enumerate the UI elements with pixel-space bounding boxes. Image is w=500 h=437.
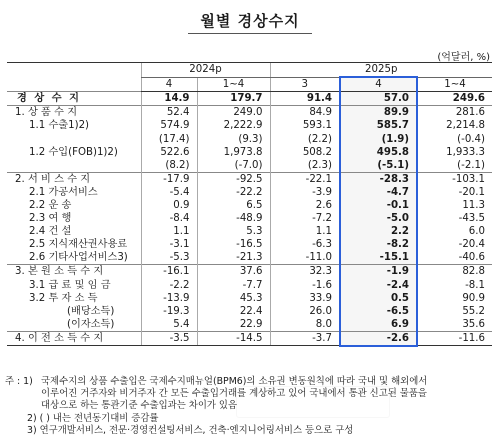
cell-value: -11.0 xyxy=(270,251,340,265)
cell-value: -8.1 xyxy=(417,279,492,292)
header-blank xyxy=(7,63,141,92)
cell-value: 8.0 xyxy=(270,318,340,332)
cell-value: 1.1 xyxy=(270,225,340,238)
cell-value: 90.9 xyxy=(417,292,492,305)
row-label: 4. 이 전 소 득 수 지 xyxy=(7,331,141,346)
table-row xyxy=(7,172,492,186)
row-label: 2.2 운 송 xyxy=(29,199,72,211)
cell-value: 82.8 xyxy=(417,265,492,279)
footnote-2-text: 2) ( ) 내는 전년동기대비 증감률 xyxy=(27,412,159,424)
table-row xyxy=(7,225,492,238)
cell-value: 1,973.8 xyxy=(197,146,270,159)
header-month: 3 xyxy=(270,77,340,92)
cell-value: -2.2 xyxy=(141,279,197,292)
cell-value: -11.6 xyxy=(417,331,492,346)
table-row xyxy=(7,238,492,251)
cell-value: (17.4) xyxy=(141,132,197,145)
cell-value: 508.2 xyxy=(270,146,340,159)
cell-value: -20.4 xyxy=(417,238,492,251)
header-year-row xyxy=(7,63,492,78)
cell-value: -3.5 xyxy=(141,331,197,346)
cell-value: 249.0 xyxy=(197,106,270,120)
cell-highlighted: 89.9 xyxy=(340,106,417,120)
cell-value: 249.6 xyxy=(417,92,492,106)
footnote-1-text: 국제수지의 상품 수출입은 국제수지매뉴얼(BPM6)의 소유권 변동원칙에 따라 국내 및 해외에서 xyxy=(41,376,428,387)
table-row xyxy=(7,251,492,265)
cell-value: 55.2 xyxy=(417,305,492,318)
table-body xyxy=(7,92,492,346)
cell-highlighted: 495.8 xyxy=(340,146,417,159)
cell-value: -13.9 xyxy=(141,292,197,305)
table-row xyxy=(7,106,492,120)
cell-value: -21.3 xyxy=(197,251,270,265)
row-label xyxy=(7,132,141,145)
cell-value: -14.5 xyxy=(197,331,270,346)
row-label: 1.2 수입(FOB)1)2) xyxy=(29,146,118,158)
cell-value: -40.6 xyxy=(417,251,492,265)
cell-highlighted: -8.2 xyxy=(340,238,417,251)
cell-highlighted: 57.0 xyxy=(340,92,417,106)
table-row xyxy=(7,331,492,346)
cell-highlighted: -2.4 xyxy=(340,279,417,292)
header-month: 1~4 xyxy=(197,77,270,92)
cell-value: -16.1 xyxy=(141,265,197,279)
cell-highlighted: 2.2 xyxy=(340,225,417,238)
table-row xyxy=(7,292,492,305)
cell-value: -17.9 xyxy=(141,172,197,186)
cell-value: (-2.1) xyxy=(417,159,492,173)
cell-value: 14.9 xyxy=(141,92,197,106)
cell-value: 2,222.9 xyxy=(197,119,270,132)
cell-value: 45.3 xyxy=(197,292,270,305)
cell-value: 11.3 xyxy=(417,199,492,212)
row-label: 1.1 수출1)2) xyxy=(29,120,90,132)
row-label: 3. 본 원 소 득 수 지 xyxy=(7,265,141,279)
cell-highlighted: -5.0 xyxy=(340,212,417,225)
row-label: (이자소득) xyxy=(67,318,115,330)
cell-value: 35.6 xyxy=(417,318,492,332)
cell-value: -92.5 xyxy=(197,172,270,186)
cell-value: 0.9 xyxy=(141,199,197,212)
cell-value: (9.3) xyxy=(197,132,270,145)
cell-value: -7.7 xyxy=(197,279,270,292)
table-row xyxy=(7,146,492,159)
cell-value: -1.6 xyxy=(270,279,340,292)
cell-value: -16.5 xyxy=(197,238,270,251)
cell-value: -8.4 xyxy=(141,212,197,225)
cell-value: 6.5 xyxy=(197,199,270,212)
cell-highlighted: 6.9 xyxy=(340,318,417,332)
row-label: 2.5 지식재산권사용료 xyxy=(29,239,128,251)
cell-value: (2.3) xyxy=(270,159,340,173)
cell-value: -5.3 xyxy=(141,251,197,265)
header-month: 1~4 xyxy=(417,77,492,92)
cell-highlighted: (1.9) xyxy=(340,132,417,145)
cell-value: (2.2) xyxy=(270,132,340,145)
cell-value: 22.9 xyxy=(197,318,270,332)
cell-value: -6.3 xyxy=(270,238,340,251)
footnote-1-mark: 주 : 1) xyxy=(5,376,33,387)
header-year-2024: 2024p xyxy=(141,63,270,78)
cell-value: -48.9 xyxy=(197,212,270,225)
table-row xyxy=(7,119,492,132)
cell-value: 1.1 xyxy=(141,225,197,238)
table-row xyxy=(7,159,492,173)
cell-value: (-7.0) xyxy=(197,159,270,173)
cell-value: 33.9 xyxy=(270,292,340,305)
cell-value: -22.2 xyxy=(197,186,270,199)
cell-value: -5.4 xyxy=(141,186,197,199)
cell-highlighted: -4.7 xyxy=(340,186,417,199)
row-label: 3.1 급 료 및 임 금 xyxy=(29,279,111,291)
cell-value: 574.9 xyxy=(141,119,197,132)
row-label: 경 상 수 지 xyxy=(7,92,141,106)
table-row xyxy=(7,92,492,106)
cell-value: 5.3 xyxy=(197,225,270,238)
cell-value: -3.1 xyxy=(141,238,197,251)
footnote-3-text: 3) 연구개발서비스, 전문·경영컨설팅서비스, 건축·엔지니어링서비스 등으로 구성 xyxy=(27,424,354,436)
footnote-1-text-3: 대상으로 하는 통관기준 수출입과는 차이가 있음 xyxy=(41,400,238,412)
cell-value: 52.4 xyxy=(141,106,197,120)
table-row xyxy=(7,199,492,212)
row-label: (배당소득) xyxy=(67,305,115,317)
cell-value: 593.1 xyxy=(270,119,340,132)
cell-value: 26.0 xyxy=(270,305,340,318)
table-row xyxy=(7,318,492,332)
table-row xyxy=(7,279,492,292)
table-row xyxy=(7,265,492,279)
cell-highlighted: -28.3 xyxy=(340,172,417,186)
cell-value: (8.2) xyxy=(141,159,197,173)
cell-value: 1,933.3 xyxy=(417,146,492,159)
cell-highlighted: 585.7 xyxy=(340,119,417,132)
row-label: 3.2 투 자 소 득 xyxy=(29,292,98,304)
cell-value: 5.4 xyxy=(141,318,197,332)
unit-label: (억달러, %) xyxy=(437,52,490,63)
cell-value: -43.5 xyxy=(417,212,492,225)
cell-value: -22.1 xyxy=(270,172,340,186)
cell-value: -19.3 xyxy=(141,305,197,318)
cell-value: 91.4 xyxy=(270,92,340,106)
cell-value: 22.4 xyxy=(197,305,270,318)
cell-highlighted: 0.5 xyxy=(340,292,417,305)
cell-value: -3.7 xyxy=(270,331,340,346)
footnote-1-text-2: 이루어진 거주자와 비거주자 간 모든 수출입거래를 계상하고 있어 국내에서 통관 신고된 물품을 xyxy=(41,388,427,400)
cell-highlighted: -2.6 xyxy=(340,331,417,346)
table-row xyxy=(7,132,492,145)
header-month: 4 xyxy=(141,77,197,92)
table-row xyxy=(7,186,492,199)
faint-stamp-mark xyxy=(236,386,390,418)
title-underline xyxy=(188,33,312,34)
row-label xyxy=(7,159,141,173)
cell-highlighted: -1.9 xyxy=(340,265,417,279)
cell-value: -3.9 xyxy=(270,186,340,199)
cell-value: -103.1 xyxy=(417,172,492,186)
cell-value: 2,214.8 xyxy=(417,119,492,132)
current-account-table xyxy=(7,62,492,347)
row-label: 2.3 여 행 xyxy=(29,213,72,225)
header-month-highlighted: 4 xyxy=(340,77,417,92)
footnote-3 xyxy=(5,425,493,437)
cell-value: 2.6 xyxy=(270,199,340,212)
row-label: 1. 상 품 수 지 xyxy=(7,106,141,120)
cell-value: (-0.4) xyxy=(417,132,492,145)
cell-value: 6.0 xyxy=(417,225,492,238)
cell-value: -7.2 xyxy=(270,212,340,225)
cell-highlighted: (-5.1) xyxy=(340,159,417,173)
row-label: 2.6 기타사업서비스3) xyxy=(29,252,128,264)
cell-value: 179.7 xyxy=(197,92,270,106)
row-label: 2.1 가공서비스 xyxy=(29,186,98,198)
page-title: 월별 경상수지 xyxy=(200,12,300,30)
cell-highlighted: -15.1 xyxy=(340,251,417,265)
cell-highlighted: -6.5 xyxy=(340,305,417,318)
cell-value: 84.9 xyxy=(270,106,340,120)
row-label: 2. 서 비 스 수 지 xyxy=(7,172,141,186)
cell-value: -20.1 xyxy=(417,186,492,199)
cell-value: 37.6 xyxy=(197,265,270,279)
header-year-2025: 2025p xyxy=(270,63,492,78)
cell-value: 32.3 xyxy=(270,265,340,279)
cell-value: 522.6 xyxy=(141,146,197,159)
row-label: 2.4 건 설 xyxy=(29,226,72,238)
table-row xyxy=(7,212,492,225)
cell-highlighted: -0.1 xyxy=(340,199,417,212)
cell-value: 281.6 xyxy=(417,106,492,120)
table-row xyxy=(7,305,492,318)
